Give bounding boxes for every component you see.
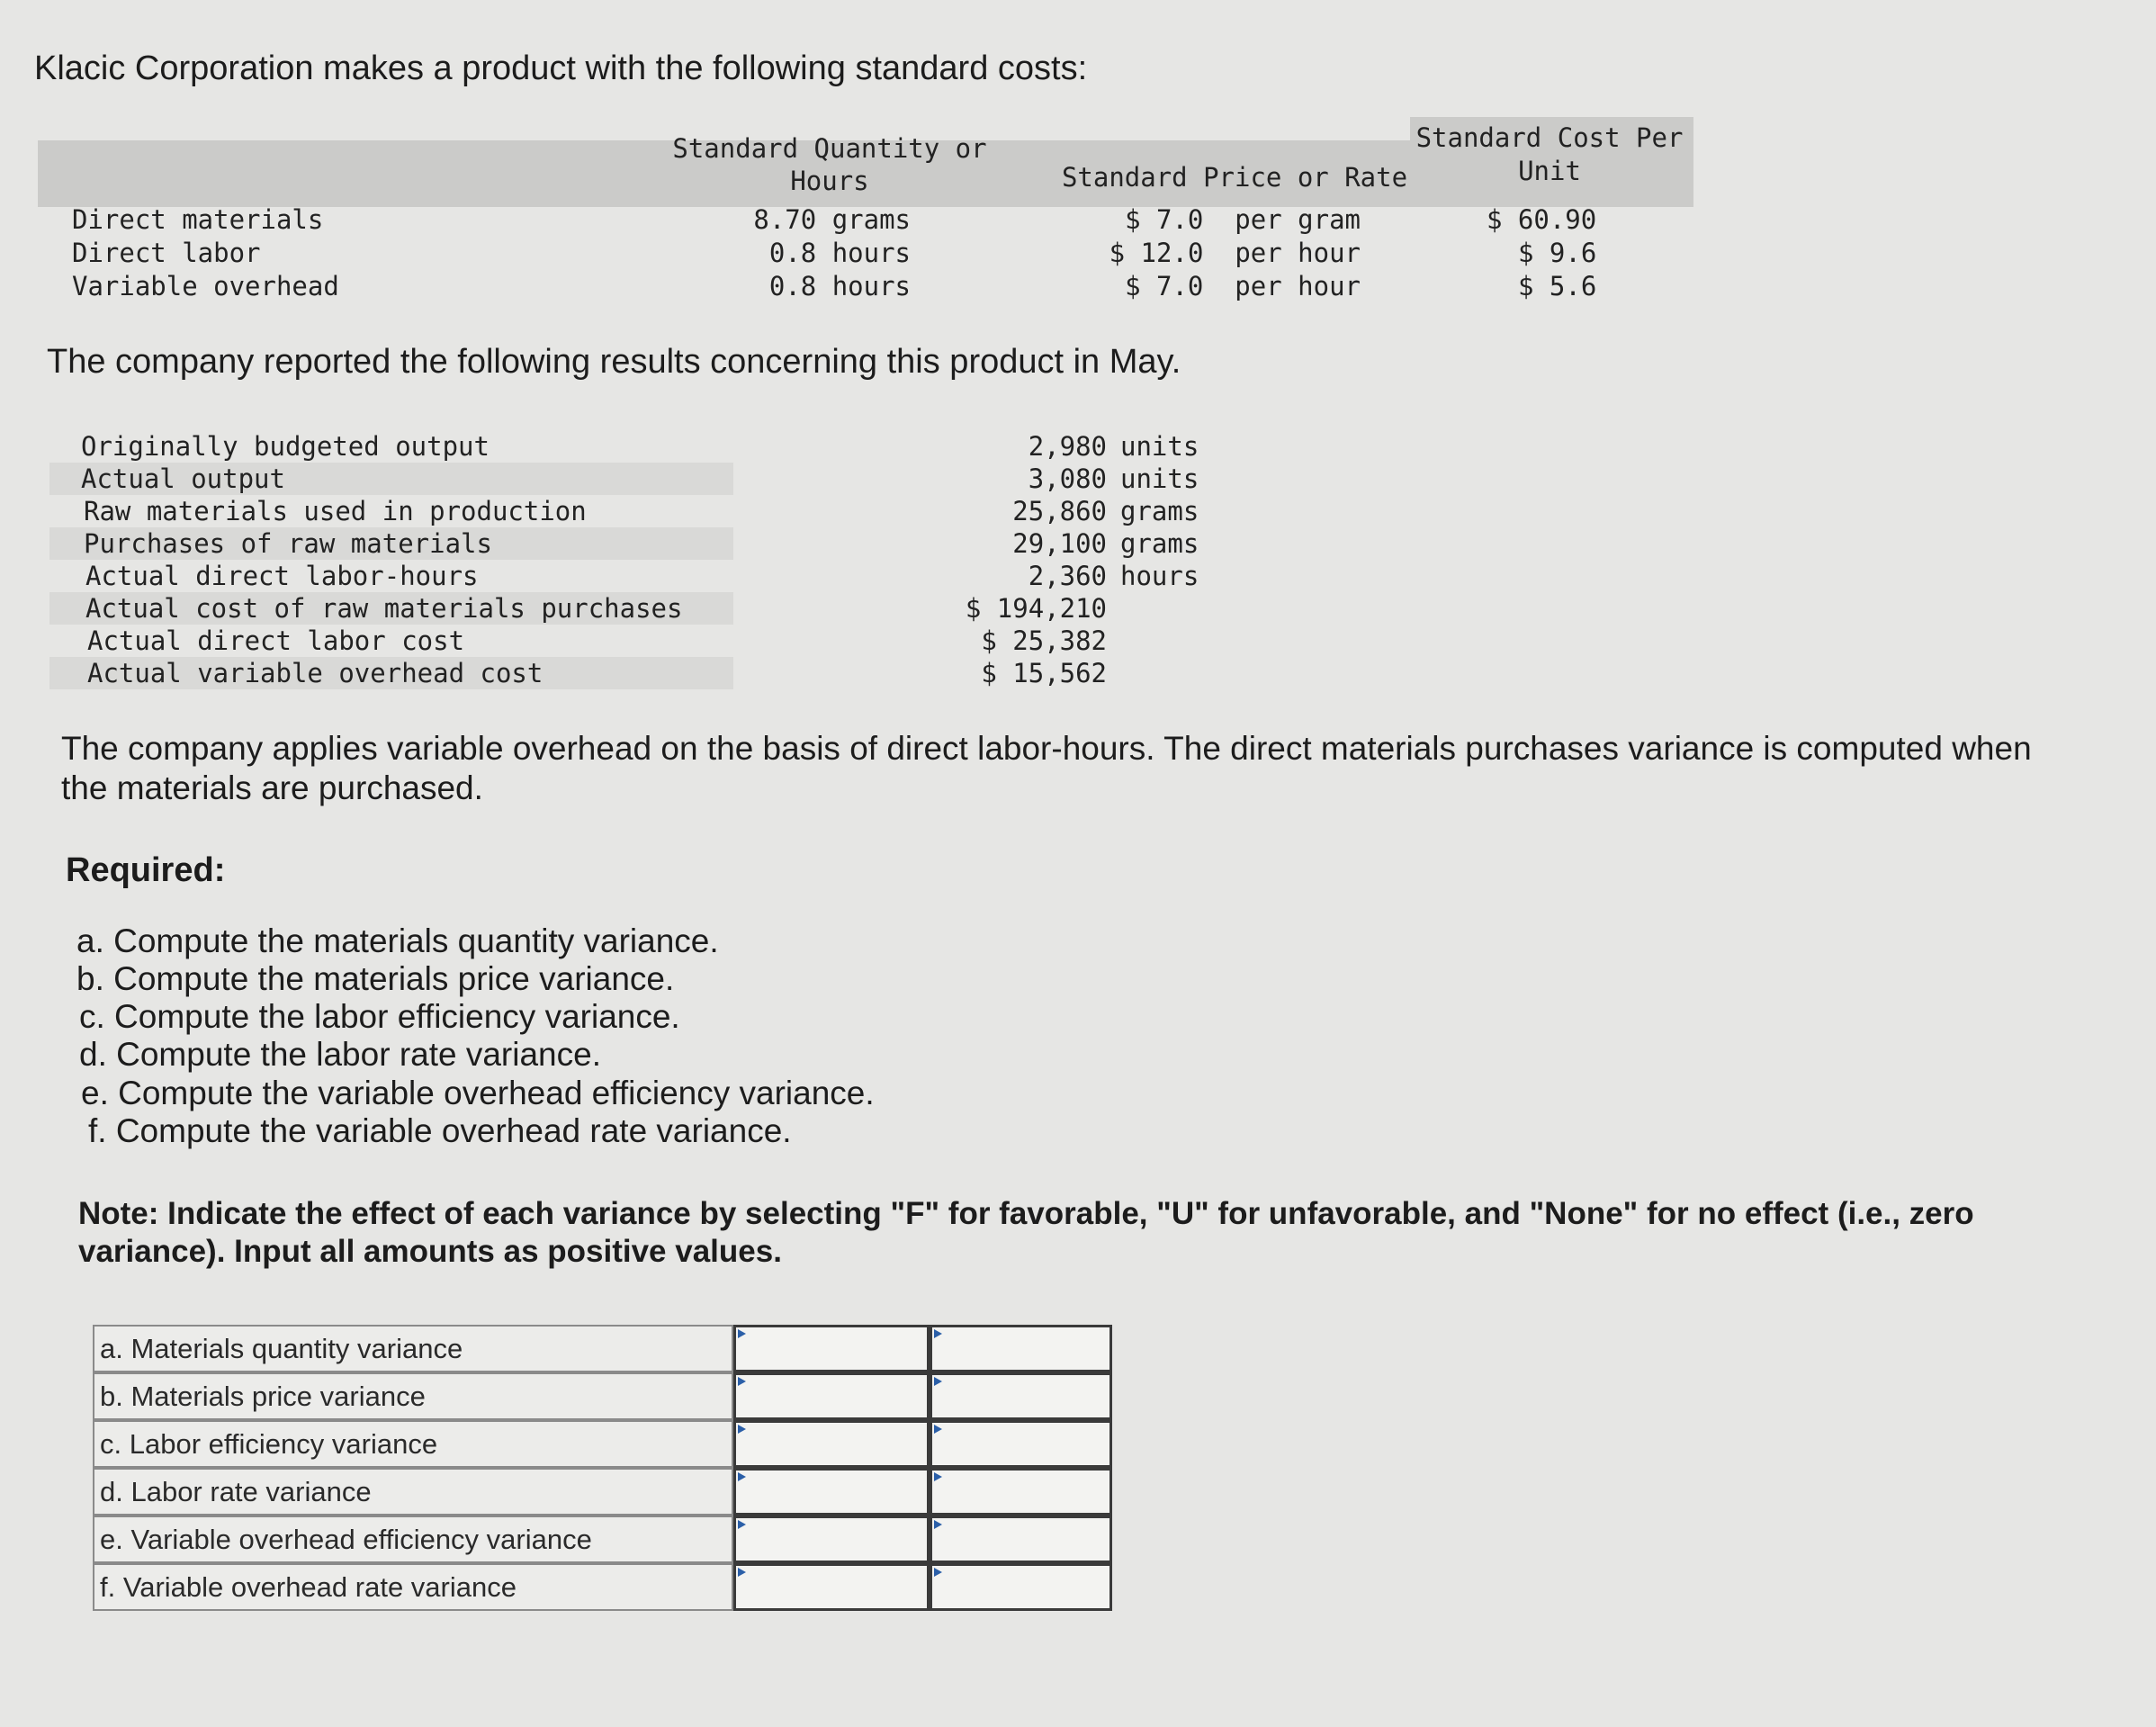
requirement-c: c. Compute the labor efficiency variance.	[79, 998, 680, 1035]
answer-row-label: f. Variable overhead rate variance	[93, 1563, 733, 1611]
answer-row-label: a. Materials quantity variance	[93, 1325, 733, 1372]
header-cost-line1: Standard Cost Per	[1415, 122, 1684, 153]
required-heading: Required:	[66, 851, 226, 889]
applies-text-line1: The company applies variable overhead on the basis of direct labor-hours. The direct materials purchases variance is computed when	[61, 730, 2032, 767]
row-label: Actual output	[81, 463, 285, 494]
effect-select[interactable]	[930, 1516, 1112, 1563]
row-price: $ 12.0 per hour	[1109, 238, 1361, 268]
amount-input[interactable]	[733, 1563, 930, 1611]
answer-grid	[93, 1325, 1112, 1622]
answer-row-label: e. Variable overhead efficiency variance	[93, 1516, 733, 1563]
note-line2: variance). Input all amounts as positive values.	[78, 1234, 782, 1269]
requirement-b: b. Compute the materials price variance.	[76, 960, 675, 997]
answer-row-label: d. Labor rate variance	[93, 1468, 733, 1516]
table-row	[38, 270, 1693, 303]
answer-row	[93, 1372, 1112, 1420]
row-cost: $ 60.90	[1487, 204, 1597, 235]
header-qty-line1: Standard Quantity or	[672, 133, 987, 164]
requirement-e: e. Compute the variable overhead efficiency variance.	[81, 1075, 875, 1111]
answer-row-label: c. Labor efficiency variance	[93, 1420, 733, 1468]
row-unit: grams	[1120, 496, 1199, 526]
row-value: 2,980	[1028, 431, 1107, 462]
row-value: 3,080	[1028, 463, 1107, 494]
row-label: Purchases of raw materials	[84, 528, 492, 559]
table-row	[49, 495, 1219, 527]
row-unit: hours	[1120, 561, 1199, 591]
header-qty-line2: Hours	[790, 166, 869, 196]
row-value: 29,100	[1012, 528, 1107, 559]
amount-input[interactable]	[733, 1325, 930, 1372]
row-value: 2,360	[1028, 561, 1107, 591]
results-intro: The company reported the following results concerning this product in May.	[47, 343, 1181, 381]
table-row	[49, 430, 1219, 463]
row-label: Originally budgeted output	[81, 431, 490, 462]
answer-row	[93, 1325, 1112, 1372]
requirement-d: d. Compute the labor rate variance.	[79, 1036, 601, 1073]
answer-row	[93, 1516, 1112, 1563]
row-value: $ 15,562	[981, 658, 1107, 688]
row-qty: 0.8 hours	[768, 238, 911, 268]
row-qty: 8.70 grams	[753, 204, 911, 235]
intro-text: Klacic Corporation makes a product with the following standard costs:	[34, 49, 1088, 87]
effect-select[interactable]	[930, 1372, 1112, 1420]
amount-input[interactable]	[733, 1372, 930, 1420]
table-row	[49, 527, 1199, 560]
row-label: Actual direct labor-hours	[85, 561, 479, 591]
table-row	[49, 657, 1107, 689]
effect-select[interactable]	[930, 1420, 1112, 1468]
row-label: Actual direct labor cost	[87, 625, 465, 656]
note-line1: Note: Indicate the effect of each variance by selecting "F" for favorable, "U" for unfavorable, and "None" for no effect (i.e., zero	[78, 1196, 1974, 1231]
table-row	[38, 203, 1693, 237]
row-cost: $ 5.6	[1518, 271, 1597, 301]
table-row	[49, 560, 1219, 592]
answer-row	[93, 1420, 1112, 1468]
row-label: Direct labor	[72, 238, 261, 268]
row-cost: $ 9.6	[1518, 238, 1597, 268]
answer-row-label: b. Materials price variance	[93, 1372, 733, 1420]
applies-text-line2: the materials are purchased.	[61, 769, 483, 806]
table-row	[49, 592, 1107, 625]
table-row	[49, 463, 1199, 495]
table-row	[49, 625, 1219, 657]
row-label: Direct materials	[72, 204, 324, 235]
row-label: Actual cost of raw materials purchases	[85, 593, 683, 624]
row-label: Variable overhead	[72, 271, 339, 301]
row-unit: grams	[1120, 528, 1199, 559]
amount-input[interactable]	[733, 1516, 930, 1563]
row-label: Raw materials used in production	[84, 496, 587, 526]
row-price: $ 7.0 per gram	[1125, 204, 1361, 235]
row-unit: units	[1120, 431, 1199, 462]
answer-row	[93, 1563, 1112, 1611]
header-price: Standard Price or Rate	[1061, 162, 1408, 193]
amount-input[interactable]	[733, 1468, 930, 1516]
standard-cost-table	[38, 117, 1693, 310]
row-value: $ 194,210	[965, 593, 1107, 624]
row-unit: units	[1120, 463, 1199, 494]
table-row	[38, 237, 1693, 270]
answer-row	[93, 1468, 1112, 1516]
row-value: 25,860	[1012, 496, 1107, 526]
row-qty: 0.8 hours	[768, 271, 911, 301]
results-table	[49, 423, 1219, 693]
amount-input[interactable]	[733, 1420, 930, 1468]
requirement-f: f. Compute the variable overhead rate variance.	[88, 1112, 792, 1149]
effect-select[interactable]	[930, 1563, 1112, 1611]
row-price: $ 7.0 per hour	[1125, 271, 1361, 301]
requirement-a: a. Compute the materials quantity variance.	[76, 922, 719, 959]
row-value: $ 25,382	[981, 625, 1107, 656]
row-label: Actual variable overhead cost	[87, 658, 543, 688]
effect-select[interactable]	[930, 1325, 1112, 1372]
header-cost-line2: Unit	[1518, 156, 1581, 186]
effect-select[interactable]	[930, 1468, 1112, 1516]
